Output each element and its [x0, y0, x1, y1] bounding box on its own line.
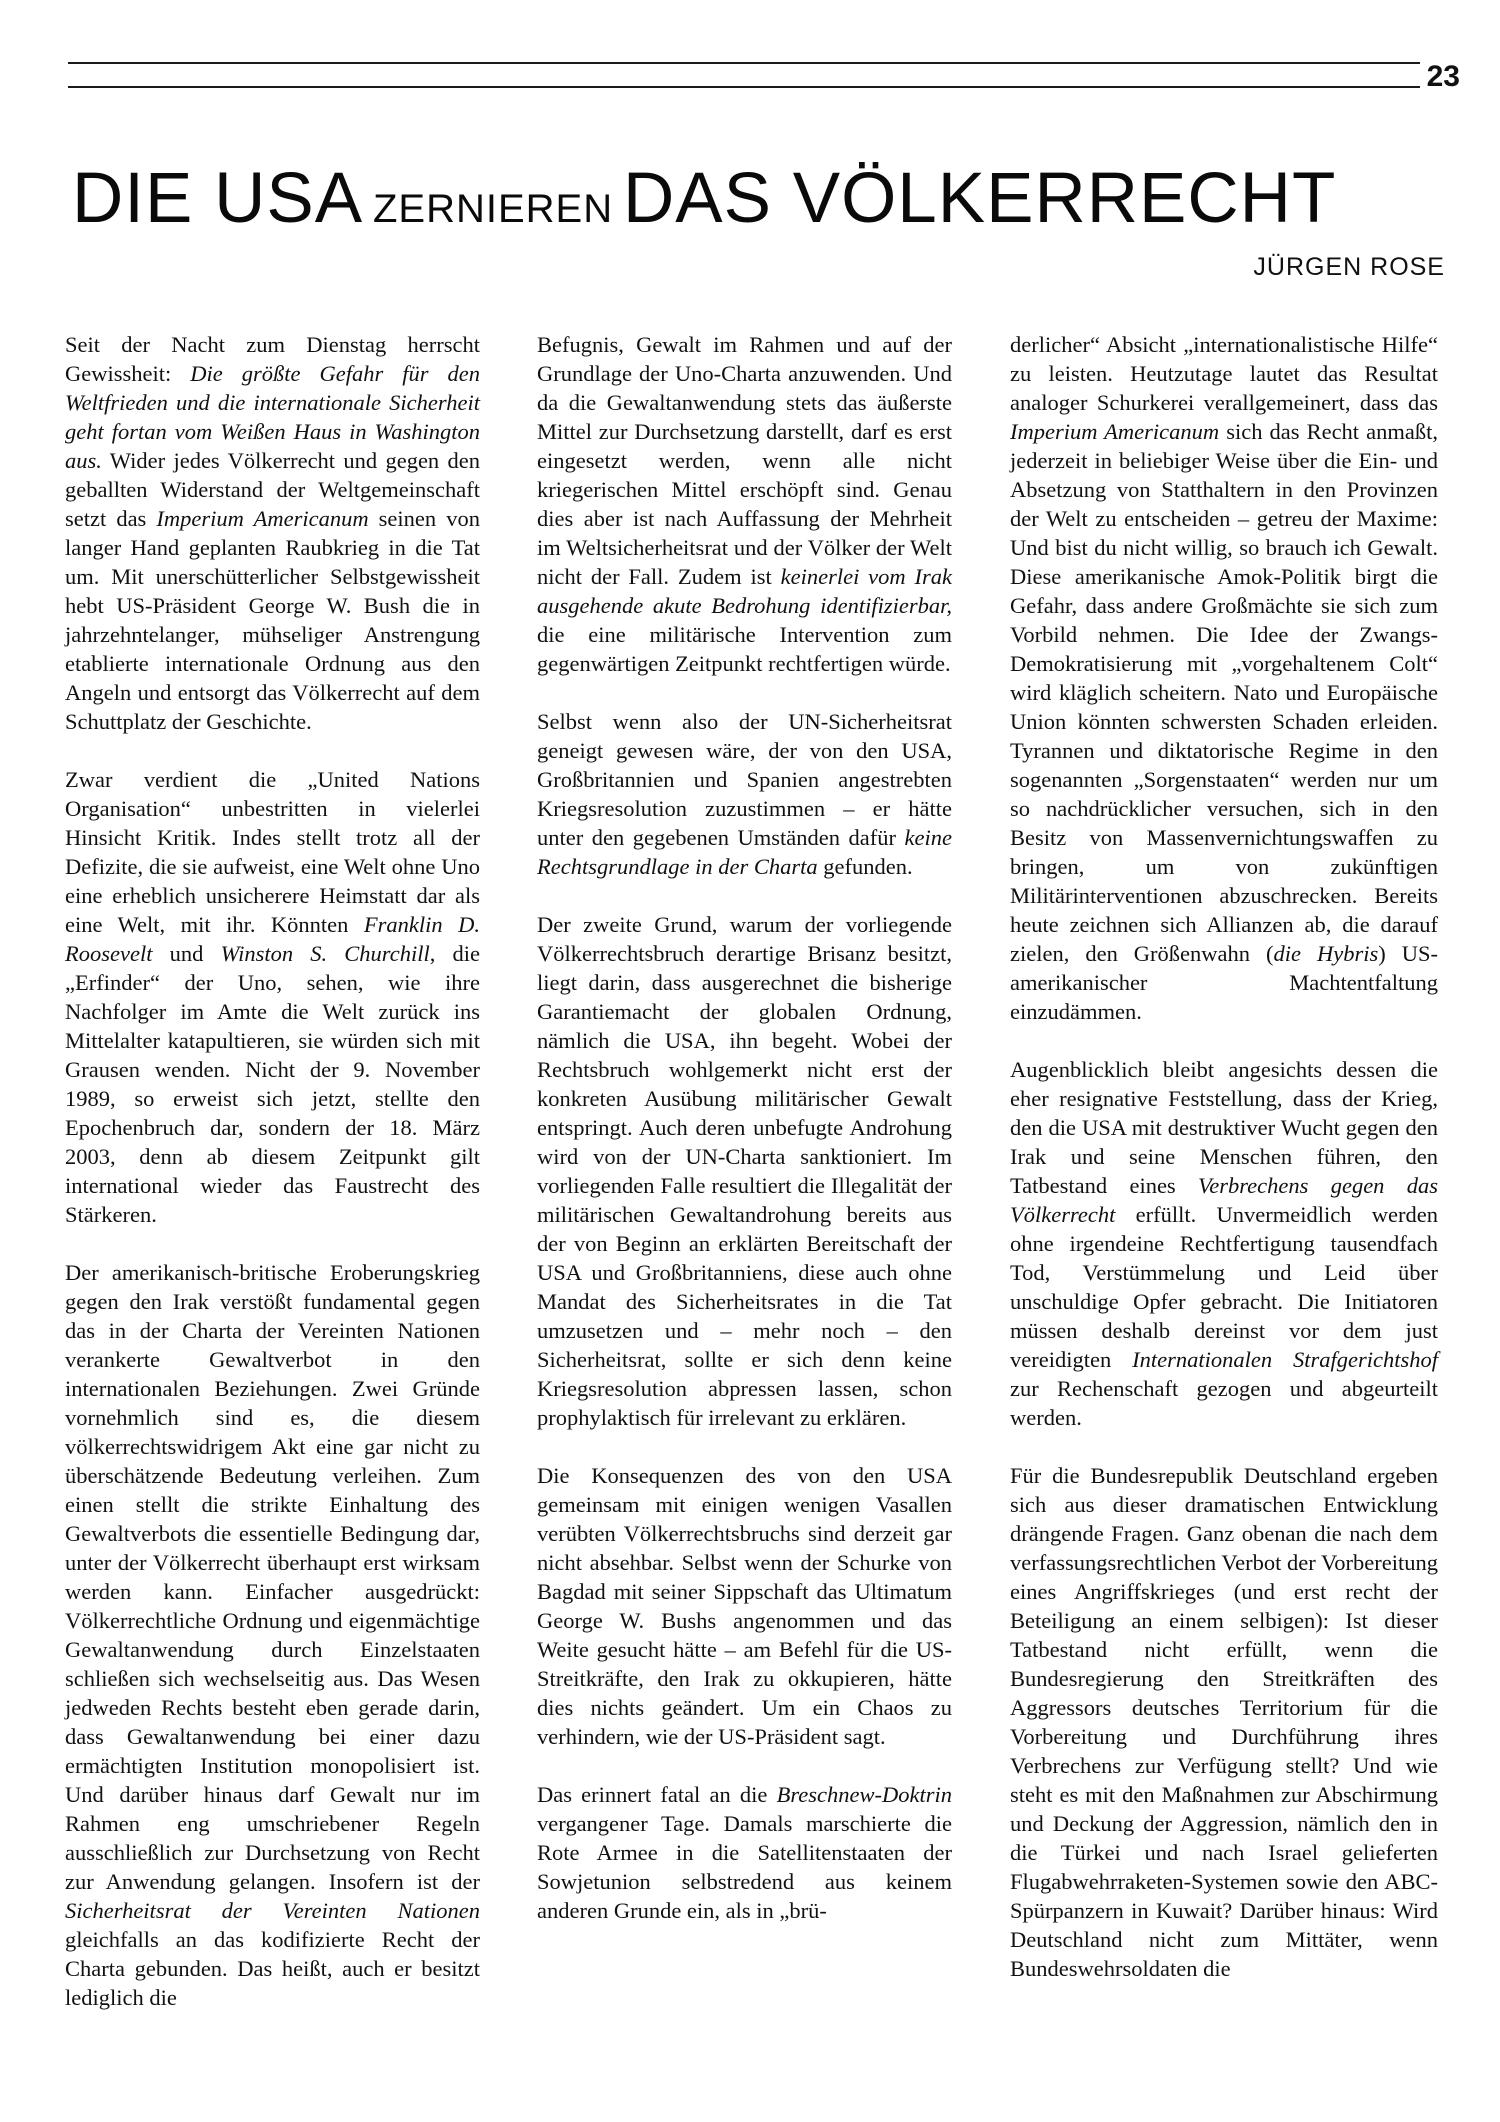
emphasized-text: Winston S. Churchill — [220, 941, 430, 966]
body-text: sich das Recht anmaßt, jederzeit in beliebiger Weise über die Ein- und Absetzung von Statthaltern in den Provinzen der Welt zu entscheiden – getreu der Maxime: Und bist du nicht willig, so brauch ich Gewalt. Diese amerikanische Amok-Politik birgt die Gefahr, dass andere Großmächte sie sich zum Vorbild nehmen. Die Idee der Zwangs-Demokratisierung mit „vorgehaltenem Colt“ wird kläglich scheitern. Nato und Europäische Union könnten schwersten Schaden erleiden. Tyrannen und diktatorische Regime in den sogenannten „Sorgenstaaten“ werden nur um so nachdrücklicher versuchen, sich in den Besitz von Massenvernichtungswaffen zu bringen, um von zukünftigen Militärinterventionen abzuschrecken. Bereits heute zeichnen sich Allianzen ab, die darauf zielen, den Größenwahn ( — [1010, 419, 1438, 966]
body-text: Der amerikanisch-britische Eroberungskrieg gegen den Irak verstößt fundamental gegen das in der Charta der Vereinten Nationen verankerte Gewaltverbot in den internationalen Beziehungen. Zwei Gründe vornehmlich sind es, die diesem völkerrechtswidrigem Akt eine gar nicht zu überschätzende Bedeutung verleihen. Zum einen stellt die strikte Einhaltung des Gewaltverbots die essentielle Bedingung dar, unter der Völkerrecht überhaupt erst wirksam werden kann. Einfacher ausgedrückt: Völkerrechtliche Ordnung und eigenmächtige Gewaltanwendung durch Einzelstaaten schließen sich wechselseitig aus. Das Wesen jedweden Rechts besteht eben gerade darin, dass Gewaltanwendung bei einer dazu ermächtigten Institution monopolisiert ist. Und darüber hinaus darf Gewalt nur im Rahmen eng umschriebener Regeln ausschließlich zur Durchsetzung von Recht zur Anwendung gelangen. Insofern ist der — [65, 1260, 480, 1894]
article-author: JÜRGEN ROSE — [1253, 253, 1445, 281]
emphasized-text: Die größte Gefahr für den Weltfrieden und die internationale Sicherheit geht fortan vom Weißen Haus in Washington aus. — [65, 361, 480, 473]
emphasized-text: Imperium Americanum — [1010, 419, 1220, 444]
body-text: Zwar verdient die „United Nations Organisation“ unbestritten in vielerlei Hinsicht Kritik. Indes stellt trotz all der Defizite, die sie aufweist, eine Welt ohne Uno eine erheblich unsicherere Heimstatt dar als eine Welt, mit ihr. Könnten — [65, 767, 480, 937]
article-paragraph — [1010, 1461, 1438, 1983]
body-text: derlicher“ Absicht „internationalistische Hilfe“ zu leisten. Heutzutage lautet das Resultat analoger Schurkerei verallgemeinert, dass das — [1010, 332, 1438, 415]
article-title-part-1: DIE USA — [72, 159, 364, 238]
page-number: 23 — [1426, 60, 1460, 93]
body-text: und — [152, 941, 221, 966]
body-text: gefunden. — [817, 854, 913, 879]
body-text: ) US-amerikanischer Machtentfaltung einzudämmen. — [1010, 941, 1438, 1024]
article-paragraph — [537, 910, 952, 1432]
article-paragraph — [537, 330, 952, 678]
body-text: Für die Bundesrepublik Deutschland ergeben sich aus dieser dramatischen Entwicklung drängende Fragen. Ganz obenan die nach dem verfassungsrechtlichen Verbot der Vorbereitung eines Angriffskrieges (und erst recht der Beteiligung an einem selbigen): Ist dieser Tatbestand nicht erfüllt, wenn die Bundesregierung den Streitkräften des Aggressors deutsches Territorium für die Vorbereitung und Durchführung ihres Verbrechens zur Verfügung stellt? Und wie steht es mit den Maßnahmen zur Abschirmung und Deckung der Aggression, nämlich den in die Türkei und nach Israel gelieferten Flugabwehrraketen-Systemen sowie den ABC-Spürpanzern in Kuwait? Darüber hinaus: Wird Deutschland nicht zum Mittäter, wenn Bundeswehrsoldaten die — [1010, 1463, 1439, 1981]
emphasized-text: Franklin D. Roosevelt — [65, 912, 481, 966]
article-title-part-3: DAS VÖLKERRECHT — [623, 159, 1337, 238]
body-text: Augenblicklich bleibt angesichts dessen die eher resignative Feststellung, dass der Krieg, den die USA mit destruktiver Wucht gegen den Irak und seine Menschen führen, den Tatbestand eines — [1010, 1057, 1438, 1198]
body-text: Wider jedes Völkerrecht und gegen den geballten Widerstand der Weltgemeinschaft setzt das — [65, 448, 480, 531]
body-text: Selbst wenn also der UN-Sicherheitsrat geneigt gewesen wäre, der von den USA, Großbritannien und Spanien angestrebten Kriegsresolution zuzustimmen – er hätte unter den gegebenen Umständen dafür — [537, 709, 952, 850]
emphasized-text: keine Rechtsgrundlage in der Charta — [537, 825, 952, 879]
body-text: Seit der Nacht zum Dienstag herrscht Gewissheit: — [65, 332, 480, 386]
body-text: die eine militärische Intervention zum gegenwärtigen Zeitpunkt rechtfertigen würde. — [537, 622, 952, 676]
body-text: Das erinnert fatal an die — [537, 1782, 777, 1807]
body-text: zur Rechenschaft gezogen und abgeurteilt werden. — [1010, 1376, 1438, 1430]
body-text: gleichfalls an das kodifizierte Recht der Charta gebunden. Das heißt, auch er besitzt lediglich die — [65, 1927, 480, 2010]
emphasized-text: Imperium Americanum — [156, 506, 369, 531]
header-rule-top — [68, 62, 1420, 64]
body-text: seinen von langer Hand geplanten Raubkrieg in die Tat um. Mit unerschütterlicher Selbstgewissheit hebt US-Präsident George W. Bush die in jahrzehntelanger, mühseliger Anstrengung etablierte internationale Ordnung aus den Angeln und entsorgt das Völkerrecht auf dem Schuttplatz der Geschichte. — [65, 506, 480, 734]
article-title — [72, 158, 1336, 239]
body-text: Die Konsequenzen des von den USA gemeinsam mit einigen wenigen Vasallen verübten Völkerrechtsbruchs sind derzeit gar nicht absehbar. Selbst wenn der Schurke von Bagdad mit seiner Sippschaft das Ultimatum George W. Bushs angenommen und das Weite gesucht hätte – am Befehl für die US-Streitkräfte, den Irak zu okkupieren, hätte dies nichts geändert. Um ein Chaos zu verhindern, wie der US-Präsident sagt. — [537, 1463, 952, 1749]
body-text: erfüllt. Unvermeidlich werden ohne irgendeine Rechtfertigung tausendfach Tod, Verstümmelung und Leid über unschuldige Opfer gebracht. Die Initiatoren müssen deshalb dereinst vor dem just vereidigten — [1010, 1202, 1438, 1372]
article-paragraph — [1010, 330, 1438, 1026]
emphasized-text: Internationalen Strafgerichtshof — [1132, 1347, 1438, 1372]
article-paragraph — [537, 707, 952, 881]
text-column-1 — [65, 330, 480, 2012]
body-text: , die „Erfinder“ der Uno, sehen, wie ihre Nachfolger im Amte die Welt zurück ins Mittelalter katapultieren, sie würden sich mit Grausen wenden. Nicht der 9. November 1989, so erweist sich jetzt, stellte den Epochenbruch dar, sondern der 18. März 2003, denn ab diesem Zeitpunkt gilt international wieder das Faustrecht des Stärkeren. — [65, 941, 481, 1227]
article-paragraph — [65, 330, 480, 736]
article-paragraph — [1010, 1055, 1438, 1432]
emphasized-text: Sicherheitsrat der Vereinten Nationen — [65, 1898, 480, 1923]
article-paragraph — [65, 765, 480, 1229]
body-text: Der zweite Grund, warum der vorliegende Völkerrechtsbruch derartige Brisanz besitzt, liegt darin, dass ausgerechnet die bisherige Garantiemacht der globalen Ordnung, nämlich die USA, ihn begeht. Wobei der Rechtsbruch wohlgemerkt nicht erst der konkreten Ausübung militärischer Gewalt entspringt. Auch deren unbefugte Androhung wird von der UN-Charta sanktioniert. Im vorliegenden Falle resultiert die Illegalität der militärischen Gewaltandrohung bereits aus der von Beginn an erklärten Bereitschaft der USA und Großbritanniens, diese auch ohne Mandat des Sicherheitsrates in die Tat umzusetzen und – mehr noch – den Sicherheitsrat, sollte er sich denn keine Kriegsresolution abpressen lassen, schon prophylaktisch für irrelevant zu erklären. — [537, 912, 952, 1430]
article-paragraph — [65, 1258, 480, 2012]
text-column-3 — [1010, 330, 1438, 1983]
article-title-part-2: ZERNIEREN — [372, 187, 614, 231]
emphasized-text: keinerlei vom Irak ausgehende akute Bedrohung identifizierbar, — [537, 564, 952, 618]
header-rule-bottom — [68, 86, 1420, 88]
body-text: vergangener Tage. Damals marschierte die Rote Armee in die Satellitenstaaten der Sowjetunion selbstredend aus keinem anderen Grunde ein, als in „brü- — [537, 1811, 952, 1923]
emphasized-text: die Hybris — [1273, 941, 1379, 966]
emphasized-text: Verbrechens gegen das Völkerrecht — [1010, 1173, 1439, 1227]
emphasized-text: Breschnew-Doktrin — [776, 1782, 952, 1807]
article-paragraph — [537, 1780, 952, 1925]
article-paragraph — [537, 1461, 952, 1751]
body-text: Befugnis, Gewalt im Rahmen und auf der Grundlage der Uno-Charta anzuwenden. Und da die Gewaltanwendung stets das äußerste Mittel zur Durchsetzung darstellt, darf es erst eingesetzt werden, wenn alle nicht kriegerischen Mittel erschöpft sind. Genau dies aber ist nach Auffassung der Mehrheit im Weltsicherheitsrat und der Völker der Welt nicht der Fall. Zudem ist — [537, 332, 952, 589]
text-column-2 — [537, 330, 952, 1925]
